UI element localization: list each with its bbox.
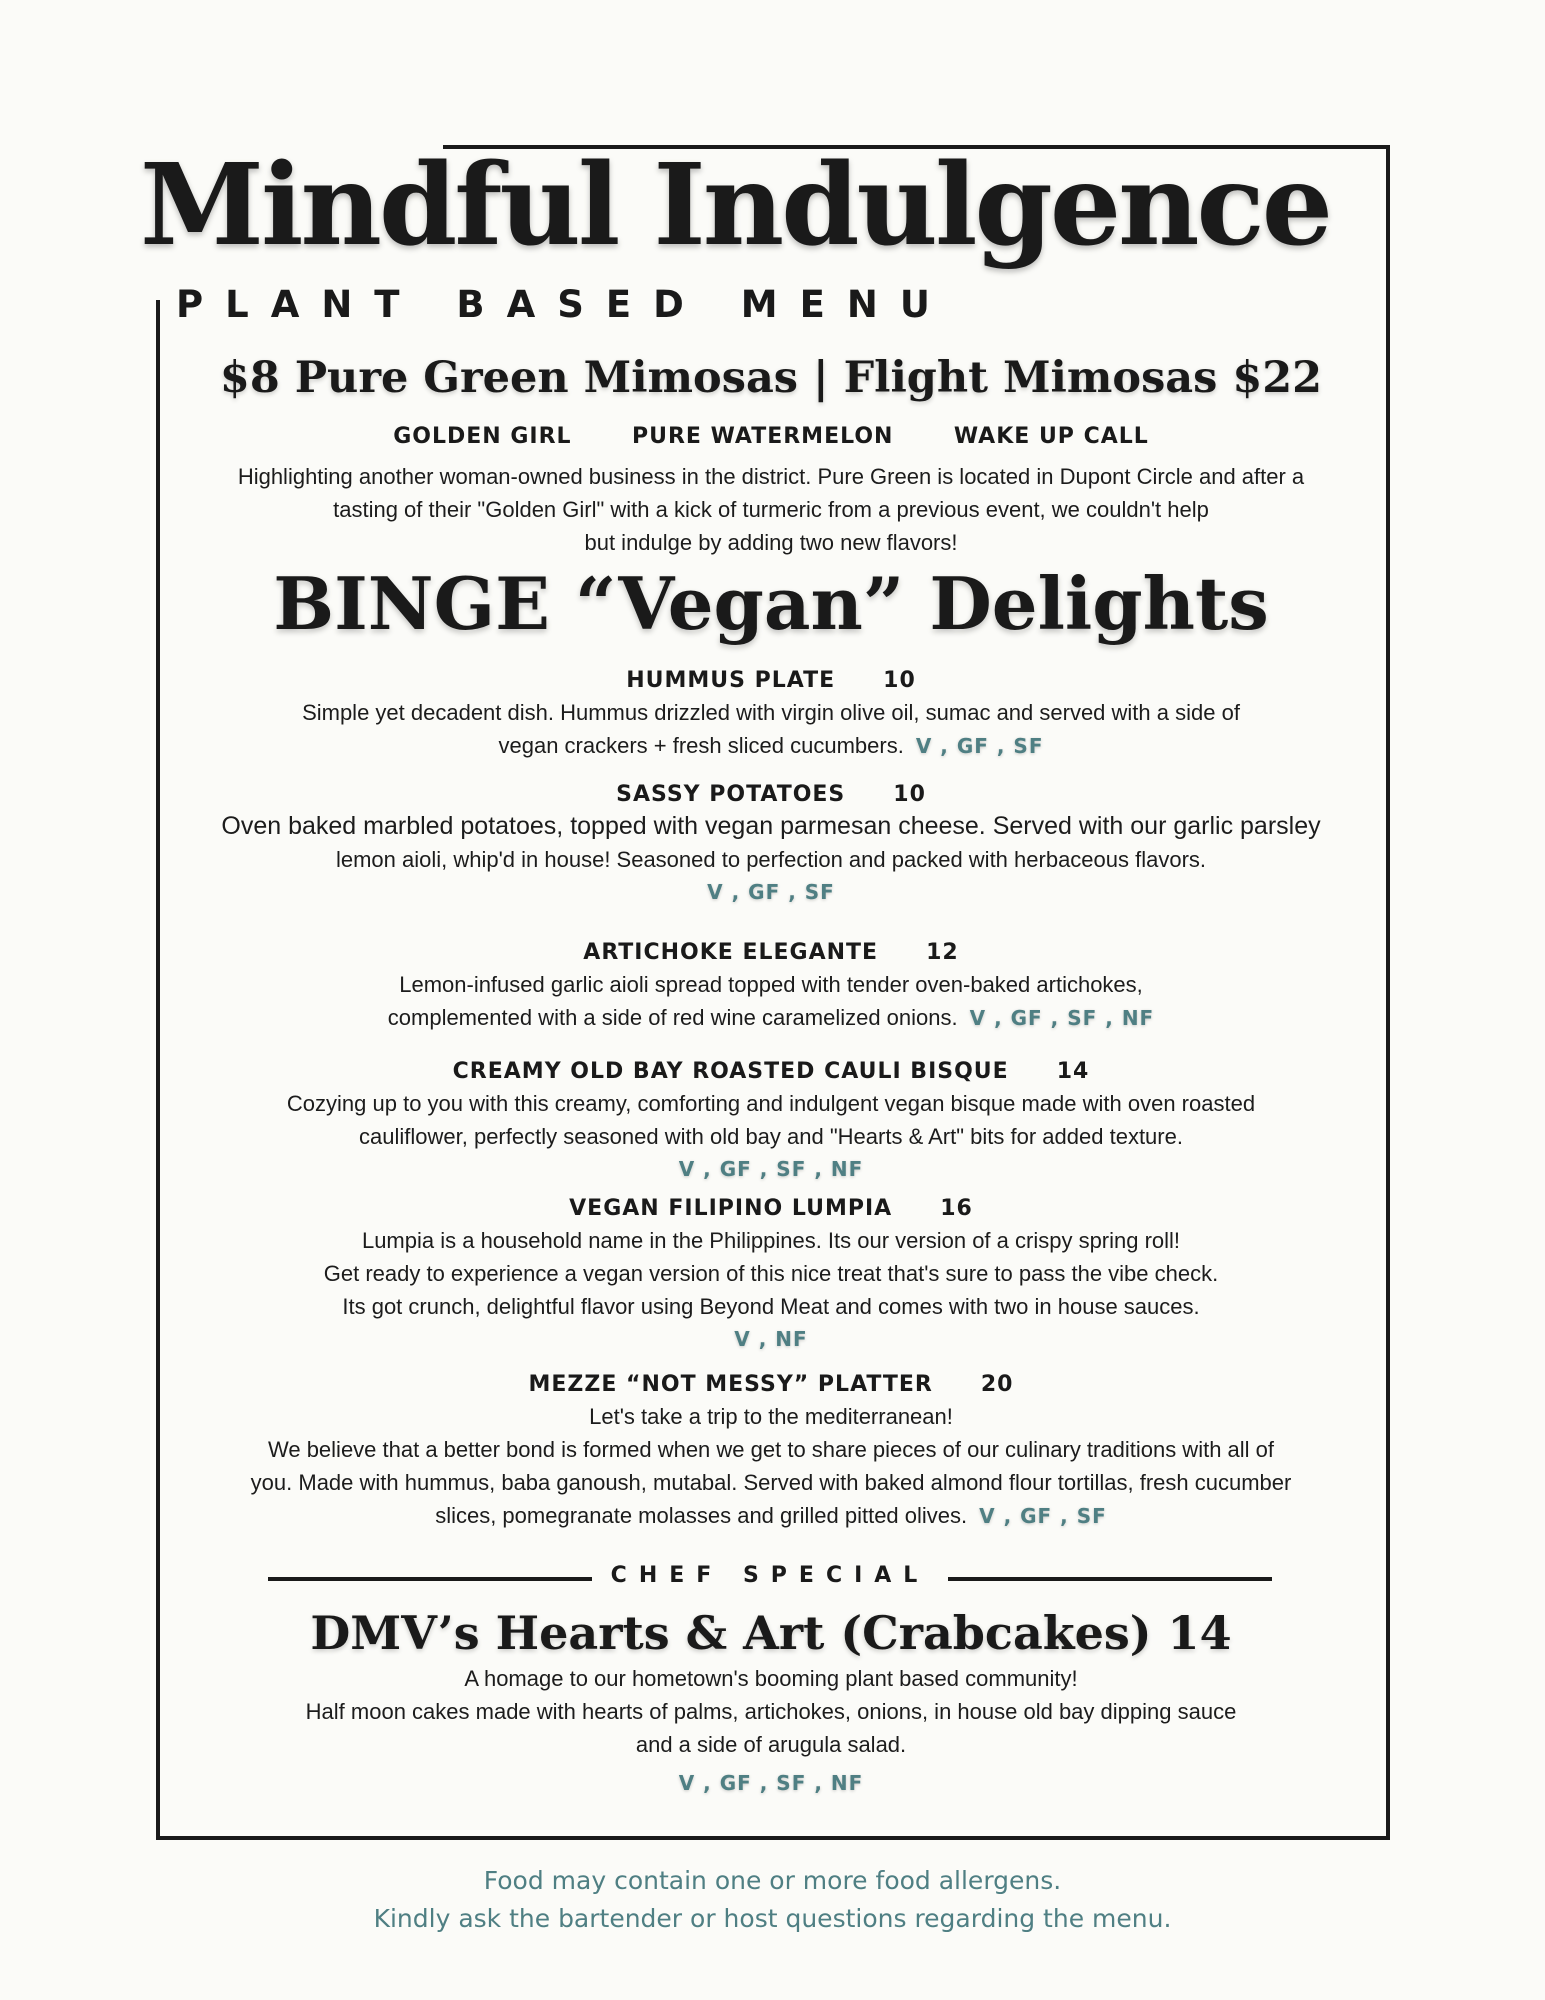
flavor-golden-girl: GOLDEN GIRL xyxy=(393,424,572,449)
flavor-wake-up-call: WAKE UP CALL xyxy=(953,424,1149,449)
description-line: and a side of arugula salad. xyxy=(635,1732,907,1757)
item-name: ARTICHOKE ELEGANTE xyxy=(583,940,879,965)
menu-subtitle: PLANT BASED MENU xyxy=(176,283,952,326)
item-heading xyxy=(156,780,1386,810)
description-line: tasting of their "Golden Girl" with a kick of turmeric from a previous event, we couldn't help xyxy=(333,497,1209,522)
item-price: 10 xyxy=(893,782,926,807)
description-line xyxy=(156,1001,1386,1035)
item-heading xyxy=(156,938,1386,968)
item-price: 16 xyxy=(940,1196,973,1221)
item-price: 12 xyxy=(926,940,959,965)
description-text: slices, pomegranate molasses and grilled pitted olives. xyxy=(435,1503,968,1528)
item-name: SASSY POTATOES xyxy=(616,782,846,807)
dietary-tags: V , GF , SF xyxy=(915,734,1044,758)
item-name: CREAMY OLD BAY ROASTED CAULI BISQUE xyxy=(452,1059,1009,1084)
item-price: 10 xyxy=(883,668,916,693)
menu-item-artichoke-elegante xyxy=(156,938,1386,1035)
description-text: vegan crackers + fresh sliced cucumbers. xyxy=(498,733,904,758)
item-name: HUMMUS PLATE xyxy=(626,668,836,693)
mimosa-flavors xyxy=(156,424,1386,449)
dietary-tags: V , NF xyxy=(734,1327,808,1351)
frame-right-border xyxy=(1386,145,1390,1840)
description-line xyxy=(156,1499,1386,1533)
chef-special-divider-left xyxy=(268,1577,592,1581)
menu-title: Mindful Indulgence xyxy=(140,140,1330,271)
description-line: Its got crunch, delightful flavor using Beyond Meat and comes with two in house sauces. xyxy=(342,1294,1200,1319)
description-line: Highlighting another woman-owned business in the district. Pure Green is located in Dupont Circle and after a xyxy=(237,464,1305,489)
description-line: Lumpia is a household name in the Philippines. Its our version of a crispy spring roll! xyxy=(361,1228,1181,1253)
description-line: Simple yet decadent dish. Hummus drizzled with virgin olive oil, sumac and served with a side of xyxy=(302,700,1240,725)
item-name: MEZZE “NOT MESSY” PLATTER xyxy=(528,1372,933,1397)
chef-special-description xyxy=(156,1662,1386,1800)
dietary-tags: V , GF , SF , NF xyxy=(678,1771,864,1795)
item-price: 20 xyxy=(980,1372,1014,1397)
item-heading xyxy=(156,1370,1386,1400)
menu-item-sassy-potatoes xyxy=(156,780,1386,909)
dietary-tags: V , GF , SF xyxy=(979,1504,1107,1528)
menu-item-filipino-lumpia xyxy=(156,1194,1386,1356)
description-line: Lemon-infused garlic aioli spread topped with tender oven-baked artichokes, xyxy=(399,972,1143,997)
chef-special-title: DMV’s Hearts & Art (Crabcakes) 14 xyxy=(310,1606,1232,1660)
menu-item-cauli-bisque xyxy=(156,1057,1386,1186)
section-title: BINGE “Vegan” Delights xyxy=(273,561,1269,646)
description-line: Oven baked marbled potatoes, topped with vegan parmesan cheese. Served with our garlic parsley xyxy=(221,812,1321,840)
item-description xyxy=(156,810,1386,909)
item-heading xyxy=(156,666,1386,696)
item-heading xyxy=(156,1057,1386,1087)
dietary-tags: V , GF , SF xyxy=(707,880,835,904)
frame-bottom-border xyxy=(156,1836,1390,1840)
menu-item-hummus xyxy=(156,666,1386,763)
chef-special-divider-right xyxy=(948,1577,1272,1581)
description-line: Half moon cakes made with hearts of palms, artichokes, onions, in house old bay dipping sauce xyxy=(305,1699,1237,1724)
description-line: We believe that a better bond is formed when we get to share pieces of our culinary traditions with all of xyxy=(267,1437,1275,1462)
item-description xyxy=(156,1087,1386,1186)
item-name: VEGAN FILIPINO LUMPIA xyxy=(569,1196,893,1221)
item-price: 14 xyxy=(1056,1059,1090,1084)
description-line xyxy=(156,729,1386,763)
description-line: A homage to our hometown's booming plant based community! xyxy=(464,1666,1078,1691)
chef-special-label: CHEF SPECIAL xyxy=(610,1563,930,1588)
menu-item-mezze-platter xyxy=(156,1370,1386,1533)
item-description xyxy=(156,1400,1386,1533)
allergen-notice xyxy=(0,1862,1545,1938)
item-heading xyxy=(156,1194,1386,1224)
allergen-line: Food may contain one or more food allergens. xyxy=(483,1866,1062,1895)
dietary-tags: V , GF , SF , NF xyxy=(678,1157,864,1181)
flavor-pure-watermelon: PURE WATERMELON xyxy=(631,424,894,449)
mimosa-heading: $8 Pure Green Mimosas | Flight Mimosas $22 xyxy=(219,353,1323,403)
mimosa-description xyxy=(156,460,1386,559)
description-text: complemented with a side of red wine caramelized onions. xyxy=(387,1005,958,1030)
item-description xyxy=(156,968,1386,1035)
allergen-line: Kindly ask the bartender or host questions regarding the menu. xyxy=(373,1904,1172,1933)
description-line: Get ready to experience a vegan version of this nice treat that's sure to pass the vibe check. xyxy=(323,1261,1219,1286)
dietary-tags: V , GF , SF , NF xyxy=(969,1006,1155,1030)
description-line: lemon aioli, whip'd in house! Seasoned to perfection and packed with herbaceous flavors. xyxy=(335,847,1207,872)
item-description xyxy=(156,696,1386,763)
description-line: cauliflower, perfectly seasoned with old bay and "Hearts & Art" bits for added texture. xyxy=(359,1124,1183,1149)
description-line: Let's take a trip to the mediterranean! xyxy=(589,1404,953,1429)
description-line: but indulge by adding two new flavors! xyxy=(584,530,958,555)
item-description xyxy=(156,1224,1386,1356)
description-line: Cozying up to you with this creamy, comforting and indulgent vegan bisque made with oven roasted xyxy=(286,1091,1256,1116)
description-line: you. Made with hummus, baba ganoush, mutabal. Served with baked almond flour tortillas, fresh cucumber xyxy=(250,1470,1292,1495)
